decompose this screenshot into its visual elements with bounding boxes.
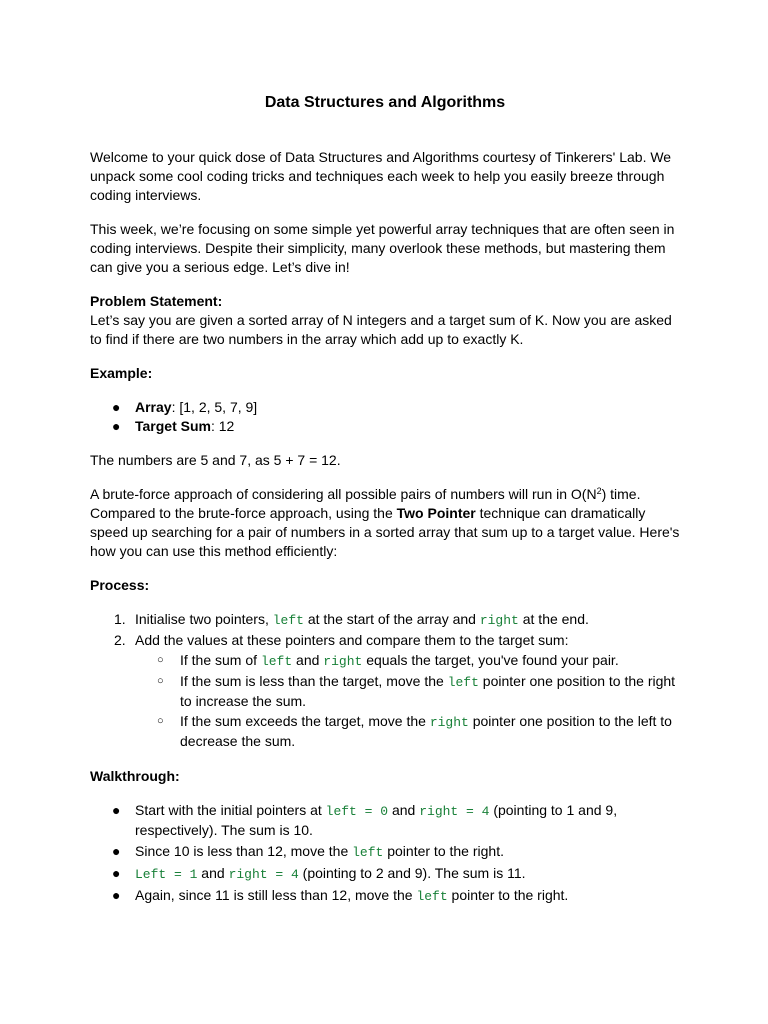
intro-paragraph-1: Welcome to your quick dose of Data Structures and Algorithms courtesy of Tinkerers' Lab. We unpack some cool coding tricks and techniques each week to help you easily breeze through coding interviews. <box>90 149 672 203</box>
example-list <box>90 398 680 436</box>
process-list <box>90 610 680 751</box>
text: Initialise two pointers, <box>135 611 273 627</box>
array-value: : [1, 2, 5, 7, 9] <box>171 399 258 415</box>
code-left: left <box>352 845 384 860</box>
bullet-icon: ● <box>112 399 121 415</box>
bullet-icon: ● <box>112 802 121 818</box>
code-right-4: right = 4 <box>419 804 490 819</box>
brute-text-3: technique can dramatically speed up searching for a pair of numbers in a sorted array that sum up to a target value. Here's how you can use this method efficiently: <box>90 505 680 559</box>
bullet-icon: ● <box>112 843 121 859</box>
list-item <box>90 864 680 884</box>
text: (pointing to 1 and 9, respectively). The sum is 10. <box>135 802 618 838</box>
brute-text-2: ) time. Compared to the brute-force approach, using the <box>90 486 641 521</box>
sub-list <box>135 651 680 751</box>
bullet-icon: ● <box>112 887 121 903</box>
list-item <box>90 631 680 751</box>
circle-bullet-icon: ○ <box>157 654 164 666</box>
code-left-0: left = 0 <box>325 804 389 819</box>
array-label: Array <box>135 399 172 415</box>
text: at the start of the array and <box>303 611 480 627</box>
text: Again, since 11 is still less than 12, move the <box>135 887 417 903</box>
sub-list-item <box>90 651 680 671</box>
bullet-icon: ● <box>112 865 121 881</box>
process-heading: Process: <box>90 577 150 593</box>
sub-list-item <box>90 712 680 751</box>
superscript: 2 <box>596 486 602 496</box>
text: Add the values at these pointers and compare them to the target sum: <box>135 632 569 648</box>
list-number: 1. <box>114 611 126 627</box>
list-item <box>90 610 680 630</box>
text: (pointing to 2 and 9). The sum is 11. <box>298 865 526 881</box>
brute-force-paragraph <box>90 485 680 561</box>
text: equals the target, you've found your pair. <box>362 652 619 668</box>
text: pointer one position to the left to decrease the sum. <box>180 713 672 749</box>
code-left: left <box>447 675 479 690</box>
text: Since 10 is less than 12, move the <box>135 843 353 859</box>
code-right: right <box>323 654 363 669</box>
example-heading: Example: <box>90 365 153 381</box>
circle-bullet-icon: ○ <box>157 715 164 727</box>
circle-bullet-icon: ○ <box>157 675 164 687</box>
target-value: : 12 <box>210 418 235 434</box>
text: Start with the initial pointers at <box>135 802 326 818</box>
text: and <box>292 652 324 668</box>
text: pointer to the right. <box>383 843 504 859</box>
problem-heading: Problem Statement: <box>90 293 223 309</box>
sub-list-item <box>90 672 680 711</box>
code-left: left <box>260 654 293 669</box>
text: pointer to the right. <box>447 887 569 903</box>
list-item <box>90 886 680 906</box>
walkthrough-heading: Walkthrough: <box>90 768 180 784</box>
text: pointer one position to the right to increase the sum. <box>180 673 676 709</box>
page-title: Data Structures and Algorithms <box>264 94 506 111</box>
target-label: Target Sum <box>135 418 211 434</box>
text: at the end. <box>518 611 589 627</box>
list-item <box>90 417 680 436</box>
list-item <box>90 801 680 840</box>
walkthrough-list <box>90 801 680 906</box>
code-right: right <box>479 613 519 628</box>
brute-text-1: A brute-force approach of considering all possible pairs of numbers will run in O(N <box>90 486 597 502</box>
list-item <box>90 398 680 417</box>
list-number: 2. <box>114 632 126 648</box>
text: If the sum exceeds the target, move the <box>180 713 430 729</box>
code-right: right <box>429 715 469 730</box>
text: If the sum is less than the target, move the <box>180 673 448 689</box>
code-left: left <box>272 613 304 628</box>
document-body <box>90 93 680 908</box>
two-pointer-term: Two Pointer <box>396 505 476 521</box>
code-right-4: right = 4 <box>228 867 299 882</box>
list-item <box>90 842 680 862</box>
code-left: left <box>416 889 448 904</box>
bullet-icon: ● <box>112 418 121 434</box>
text: and <box>197 865 229 881</box>
problem-text: Let’s say you are given a sorted array of N integers and a target sum of K. Now you are asked to find if there are two numbers in the array which add up to exactly K. <box>90 312 672 347</box>
text: If the sum of <box>180 652 261 668</box>
intro-paragraph-2: This week, we’re focusing on some simple yet powerful array techniques that are often seen in coding interviews. Despite their simplicity, many overlook these methods, but mastering them can give you a serious edge. Let’s dive in! <box>90 221 675 275</box>
example-result: The numbers are 5 and 7, as 5 + 7 = 12. <box>90 452 341 468</box>
text: and <box>388 802 420 818</box>
code-left-1: Left = 1 <box>135 867 198 882</box>
